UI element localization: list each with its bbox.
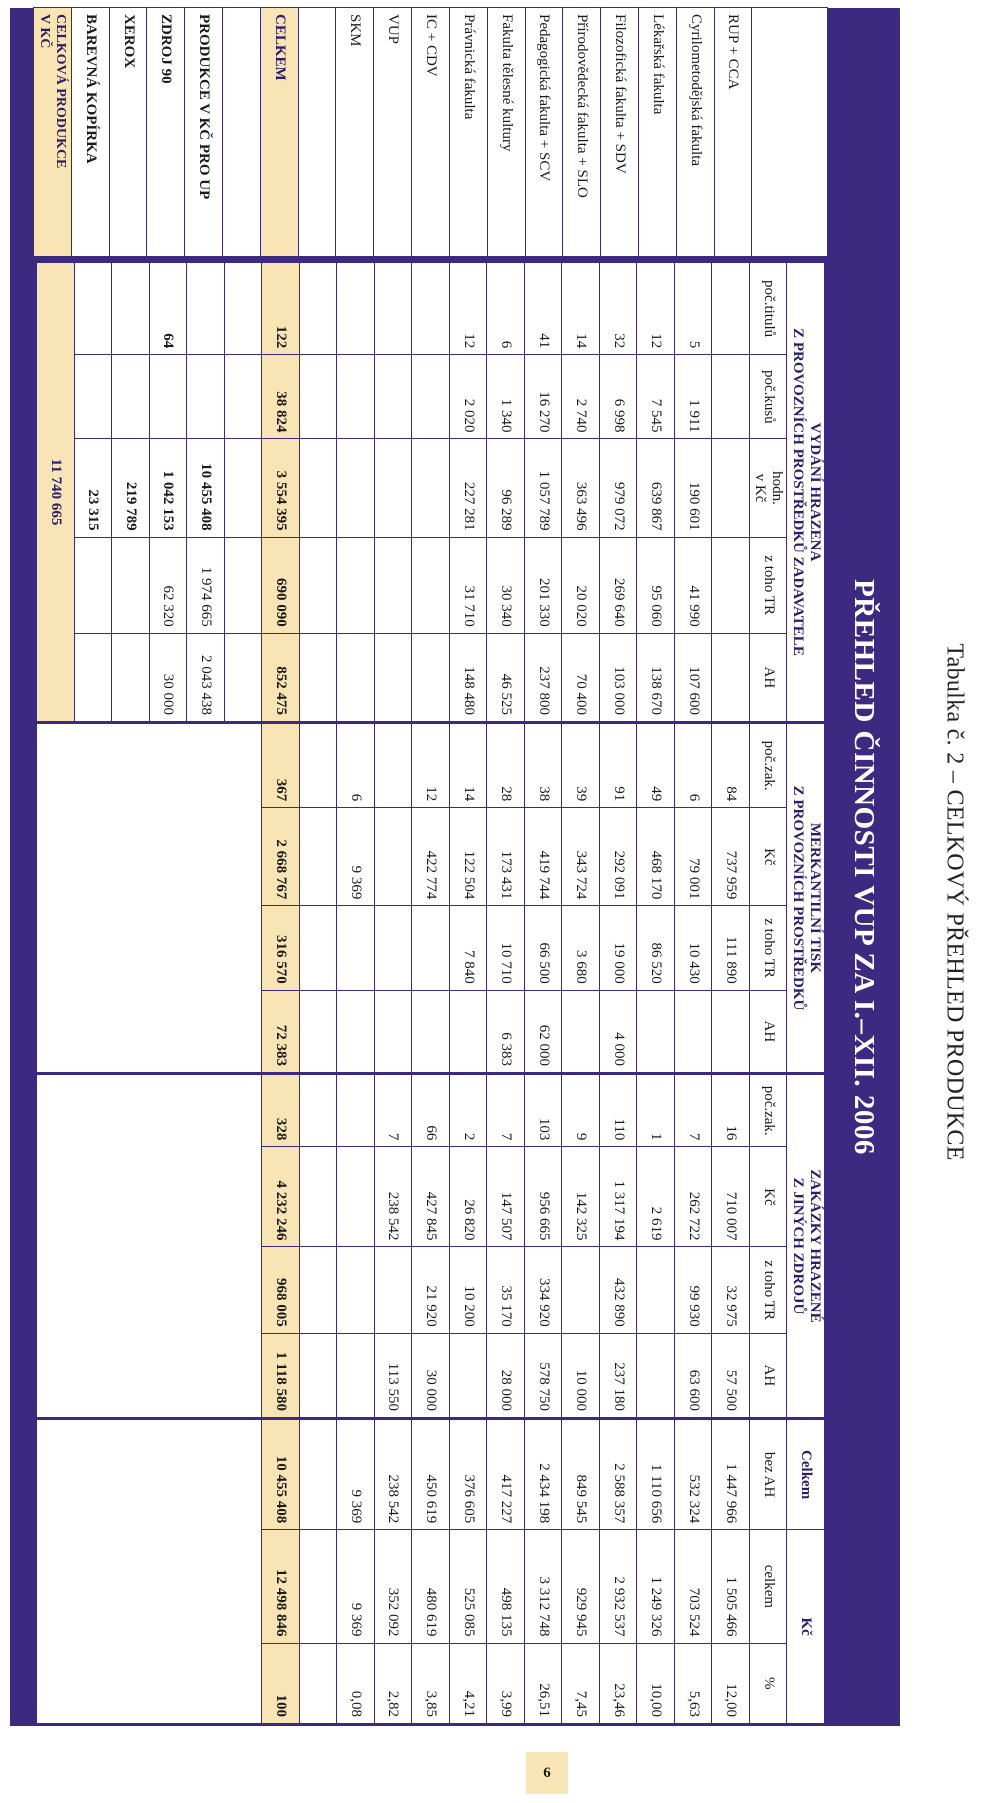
table-cell [562,1247,599,1332]
table-cell: 12 [450,263,487,354]
table-cell: 9 369 [337,1420,374,1529]
table-cell: 110 [600,1075,637,1146]
section-zakazky [34,1072,827,1420]
table-cell [337,1147,374,1246]
blank-cell [300,724,337,807]
column-header: AH [750,1334,787,1417]
column-header: hodn. v Kč [750,439,787,536]
table-cell: 9 [562,1075,599,1146]
table-cell: 1 911 [675,355,712,438]
blank-cell [300,1075,337,1146]
table-cell: 4 000 [600,991,637,1072]
table-cell: 95 060 [637,538,674,633]
table-cell: 2 932 537 [600,1530,637,1642]
rotated-table [10,0,900,1734]
total-cell: 3 554 395 [262,439,299,536]
extra-cell: 1 042 153 [150,439,187,536]
section-merkantilni [34,721,827,1075]
empty-area [37,1420,261,1723]
table-cell: 32 [600,263,637,354]
table-cell: 10,00 [637,1644,674,1723]
table-cell: 70 400 [562,634,599,721]
column-header: Kč [750,1147,787,1246]
total-cell: 968 005 [262,1247,299,1332]
column-header: z toho TR [750,538,787,633]
table-cell: 929 945 [562,1530,599,1642]
blank-cell [300,439,337,536]
table-cell [337,634,374,721]
table-cell [375,906,412,989]
table-cell: 2 [450,1075,487,1146]
table-cell [637,991,674,1072]
total-cell: 852 475 [262,634,299,721]
blank-row [299,8,336,256]
table-cell: 703 524 [675,1530,712,1642]
table-cell [412,439,449,536]
table-cell: 7,45 [562,1644,599,1723]
table-cell: 710 007 [712,1147,749,1246]
table-cell: 20 020 [562,538,599,633]
table-cell: 1 505 466 [712,1530,749,1642]
table-cell: 107 600 [675,634,712,721]
table-frame [10,8,900,1726]
table-cell: 79 001 [675,808,712,905]
table-cell: 2 619 [637,1147,674,1246]
table-cell: 32 975 [712,1247,749,1332]
table-cell [712,355,749,438]
table-cell: 956 665 [525,1147,562,1246]
table-cell: 84 [712,724,749,807]
table-cell: 292 091 [600,808,637,905]
table-cell: 2 434 198 [525,1420,562,1529]
table-cell: 227 281 [450,439,487,536]
table-cell: 5,63 [675,1644,712,1723]
table-cell [637,1334,674,1417]
table-cell: 7 [375,1075,412,1146]
table-cell: 237 180 [600,1334,637,1417]
table-cell: 417 227 [487,1420,524,1529]
header-blank [752,8,827,256]
table-cell: 190 601 [675,439,712,536]
row-label: SKM [336,8,373,256]
table-cell: 2,82 [375,1644,412,1723]
table-cell: 2 740 [562,355,599,438]
section-header: VYDÁNÍ HRAZENA Z PROVOZNÍCH PROSTŘEDKŮ ZADAVATELE [787,263,824,721]
table-cell: 419 744 [525,808,562,905]
table-cell: 432 890 [600,1247,637,1332]
blank-cell [300,538,337,633]
table-cell: 6 [675,724,712,807]
table-cell [712,634,749,721]
table-cell [412,991,449,1072]
table-cell [712,538,749,633]
table-cell [675,991,712,1072]
table-cell [375,808,412,905]
table-cell: 66 500 [525,906,562,989]
extra-cell: 219 789 [112,439,149,536]
table-cell: 525 085 [450,1530,487,1642]
column-header: poč.zak. [750,1075,787,1146]
extra-cell: 62 320 [150,538,187,633]
blank-cell [225,263,262,354]
table-cell: 1 340 [487,355,524,438]
table-cell: 2 020 [450,355,487,438]
table-cell: 63 600 [675,1334,712,1417]
table-cell [412,906,449,989]
table-cell: 201 330 [525,538,562,633]
table-cell [337,1334,374,1417]
table-cell: 269 640 [600,538,637,633]
total-cell: 100 [262,1644,299,1723]
table-cell [712,263,749,354]
table-cell: 3,99 [487,1644,524,1723]
table-cell: 41 [525,263,562,354]
table-cell: 5 [675,263,712,354]
table-cell: 343 724 [562,808,599,905]
header-kc: Kč [787,1530,824,1723]
column-header: z toho TR [750,1247,787,1332]
row-label: Fakulta tělesné kultury [488,8,525,256]
total-cell: 328 [262,1075,299,1146]
total-cell: 690 090 [262,538,299,633]
total-cell: 1 118 580 [262,1334,299,1417]
table-cell: 427 845 [412,1147,449,1246]
table-cell: 12 [637,263,674,354]
section-vydani [34,260,827,724]
row-label: Právnická fakulta [450,8,487,256]
table-cell: 14 [450,724,487,807]
table-cell: 1 249 326 [637,1530,674,1642]
table-cell: 111 890 [712,906,749,989]
table-cell: 3 312 748 [525,1530,562,1642]
blank-cell [300,1644,337,1723]
empty-area [37,724,261,1072]
table-cell: 9 369 [337,808,374,905]
blank-cell [300,1530,337,1642]
table-cell [375,1247,412,1332]
table-cell: 46 525 [487,634,524,721]
table-cell: 103 000 [600,634,637,721]
table-cell: 6 383 [487,991,524,1072]
page-number: 6 [526,1752,568,1794]
table-cell [412,263,449,354]
table-cell: 6 [487,263,524,354]
extra-label: ZDROJ 90 [147,8,184,256]
blank-cell [300,263,337,354]
table-cell: 498 135 [487,1530,524,1642]
table-cell: 39 [562,724,599,807]
extra-cell [75,355,112,438]
table-cell [337,991,374,1072]
blank-cell [300,1334,337,1417]
table-cell [337,1075,374,1146]
extra-cell: 10 455 408 [187,439,224,536]
row-label: Pedagogická fakulta + SCV [526,8,563,256]
row-label: IC + CDV [412,8,449,256]
column-header: bez AH [750,1420,787,1529]
blank-cell [300,1147,337,1246]
table-cell: 86 520 [637,906,674,989]
table-cell: 2 588 357 [600,1420,637,1529]
blank-cell [300,991,337,1072]
table-cell: 352 092 [375,1530,412,1642]
extra-cell [187,263,224,354]
table-cell: 23,46 [600,1644,637,1723]
total-cell: 10 455 408 [262,1420,299,1529]
table-cell [412,355,449,438]
table-cell: 147 507 [487,1147,524,1246]
blank-cell [225,439,262,536]
column-header: celkem [750,1530,787,1642]
table-cell: 122 504 [450,808,487,905]
table-cell: 1 [637,1075,674,1146]
table-cell [712,991,749,1072]
table-cell [375,439,412,536]
table-cell: 238 542 [375,1420,412,1529]
blank-cell [300,906,337,989]
table-cell: 30 000 [412,1334,449,1417]
total-cell: 2 668 767 [262,808,299,905]
table-cell: 7 [675,1075,712,1146]
extra-cell [112,538,149,633]
extra-cell [75,538,112,633]
table-cell: 7 840 [450,906,487,989]
extra-label: PRODUKCE V KČ PRO UP [185,8,222,256]
table-cell: 10 200 [450,1247,487,1332]
table-cell: 31 710 [450,538,487,633]
table-cell: 578 750 [525,1334,562,1417]
extra-cell [150,355,187,438]
table-cell: 6 998 [600,355,637,438]
extra-cell [112,634,149,721]
total-label: CELKEM [261,8,298,256]
table-cell: 148 480 [450,634,487,721]
grand-total-label: CELKOVÁ PRODUKCE V KČ [34,8,71,256]
table-cell: 173 431 [487,808,524,905]
table-cell: 14 [562,263,599,354]
table-cell: 262 722 [675,1147,712,1246]
grand-total-value: 11 740 665 [37,263,74,721]
section-header: ZAKÁZKY HRAZENÉ Z JINÝCH ZDROJŮ [787,1075,824,1417]
column-header: z toho TR [750,906,787,989]
table-cell [375,724,412,807]
table-cell [712,439,749,536]
table-cell: 480 619 [412,1530,449,1642]
blank-row [223,8,260,256]
column-header: poč.titulů [750,263,787,354]
total-cell: 12 498 846 [262,1530,299,1642]
column-header: AH [750,634,787,721]
table-title: PŘEHLED ČINNOSTI VUP ZA I.–XII. 2006 [848,579,880,1155]
row-label: Filozofická fakulta + SDV [601,8,638,256]
table-cell: 450 619 [412,1420,449,1529]
table-cell: 1 447 966 [712,1420,749,1529]
total-cell: 122 [262,263,299,354]
extra-cell [75,263,112,354]
row-labels [34,8,827,256]
column-header: poč.zak. [750,724,787,807]
table-cell: 26 820 [450,1147,487,1246]
empty-area [37,1075,261,1417]
table-cell: 1 057 789 [525,439,562,536]
extra-cell: 2 043 438 [187,634,224,721]
row-label: Přírodovědecká fakulta + SLO [563,8,600,256]
table-cell [337,1247,374,1332]
table-cell: 30 340 [487,538,524,633]
table-cell [375,355,412,438]
table-cell: 422 774 [412,808,449,905]
table-cell: 7 [487,1075,524,1146]
table-cell [337,439,374,536]
extra-cell: 23 315 [75,439,112,536]
extra-label: BAREVNÁ KOPÍRKA [72,8,109,256]
section-celkem [34,1417,827,1726]
table-cell: 138 670 [637,634,674,721]
table-cell: 96 289 [487,439,524,536]
table-cell: 468 170 [637,808,674,905]
table-cell: 57 500 [712,1334,749,1417]
section-header: MERKANTILNÍ TISK Z PROVOZNÍCH PROSTŘEDKŮ [787,724,824,1072]
blank-cell [225,355,262,438]
table-cell: 334 920 [525,1247,562,1332]
table-cell: 49 [637,724,674,807]
table-cell: 9 369 [337,1530,374,1642]
table-cell: 19 000 [600,906,637,989]
table-cell: 66 [412,1075,449,1146]
table-cell [337,263,374,354]
table-cell [375,263,412,354]
table-cell: 12 [412,724,449,807]
table-cell: 737 959 [712,808,749,905]
table-cell: 16 270 [525,355,562,438]
table-cell: 6 [337,724,374,807]
table-cell: 62 000 [525,991,562,1072]
row-label: Cyrilometodějská fakulta [677,8,714,256]
table-cell: 38 [525,724,562,807]
column-header: AH [750,991,787,1072]
table-cell: 41 990 [675,538,712,633]
table-cell [637,1247,674,1332]
table-cell [375,538,412,633]
total-cell: 316 570 [262,906,299,989]
blank-cell [300,355,337,438]
row-label: Lékařská fakulta [639,8,676,256]
column-header: % [750,1644,787,1723]
table-cell [450,991,487,1072]
table-cell: 99 930 [675,1247,712,1332]
row-label: VUP [374,8,411,256]
table-cell: 26,51 [525,1644,562,1723]
extra-cell [187,355,224,438]
table-cell: 10 710 [487,906,524,989]
table-cell: 376 605 [450,1420,487,1529]
total-cell: 72 383 [262,991,299,1072]
table-cell: 28 [487,724,524,807]
table-cell: 7 545 [637,355,674,438]
table-cell: 849 545 [562,1420,599,1529]
table-cell: 28 000 [487,1334,524,1417]
header-celkem: Celkem [787,1420,824,1529]
extra-cell [112,355,149,438]
table-cell [450,1334,487,1417]
table-cell [337,355,374,438]
table-cell [375,634,412,721]
blank-cell [300,634,337,721]
extra-cell: 30 000 [150,634,187,721]
table-cell [375,991,412,1072]
table-caption: Tabulka č. 2 – CELKOVÝ PŘEHLED PRODUKCE [941,642,968,1161]
table-cell: 10 430 [675,906,712,989]
blank-cell [225,634,262,721]
table-cell: 4,21 [450,1644,487,1723]
table-cell: 1 317 194 [600,1147,637,1246]
row-label: RUP + CCA [715,8,752,256]
total-cell: 4 232 246 [262,1147,299,1246]
table-cell: 3,85 [412,1644,449,1723]
table-cell: 10 000 [562,1334,599,1417]
extra-cell [75,634,112,721]
extra-cell [112,263,149,354]
blank-cell [300,1420,337,1529]
total-cell: 38 824 [262,355,299,438]
table-cell: 103 [525,1075,562,1146]
table-cell [562,991,599,1072]
table-cell: 21 920 [412,1247,449,1332]
table-cell: 16 [712,1075,749,1146]
table-cell: 142 325 [562,1147,599,1246]
table-cell [337,906,374,989]
table-cell: 237 800 [525,634,562,721]
table-cell: 3 680 [562,906,599,989]
table-cell: 12,00 [712,1644,749,1723]
extra-cell: 1 974 665 [187,538,224,633]
blank-cell [300,808,337,905]
total-cell: 367 [262,724,299,807]
table-cell [337,538,374,633]
column-header: Kč [750,808,787,905]
extra-label: XEROX [110,8,147,256]
table-cell: 639 867 [637,439,674,536]
table-cell: 35 170 [487,1247,524,1332]
table-cell: 113 550 [375,1334,412,1417]
table-cell: 238 542 [375,1147,412,1246]
extra-cell: 64 [150,263,187,354]
blank-cell [225,538,262,633]
table-cell: 532 324 [675,1420,712,1529]
table-cell: 1 110 656 [637,1420,674,1529]
table-cell [412,538,449,633]
table-cell: 91 [600,724,637,807]
column-header: poč.kusů [750,355,787,438]
table-cell: 0,08 [337,1644,374,1723]
table-cell [412,634,449,721]
table-cell: 363 496 [562,439,599,536]
table-cell: 979 072 [600,439,637,536]
blank-cell [300,1247,337,1332]
